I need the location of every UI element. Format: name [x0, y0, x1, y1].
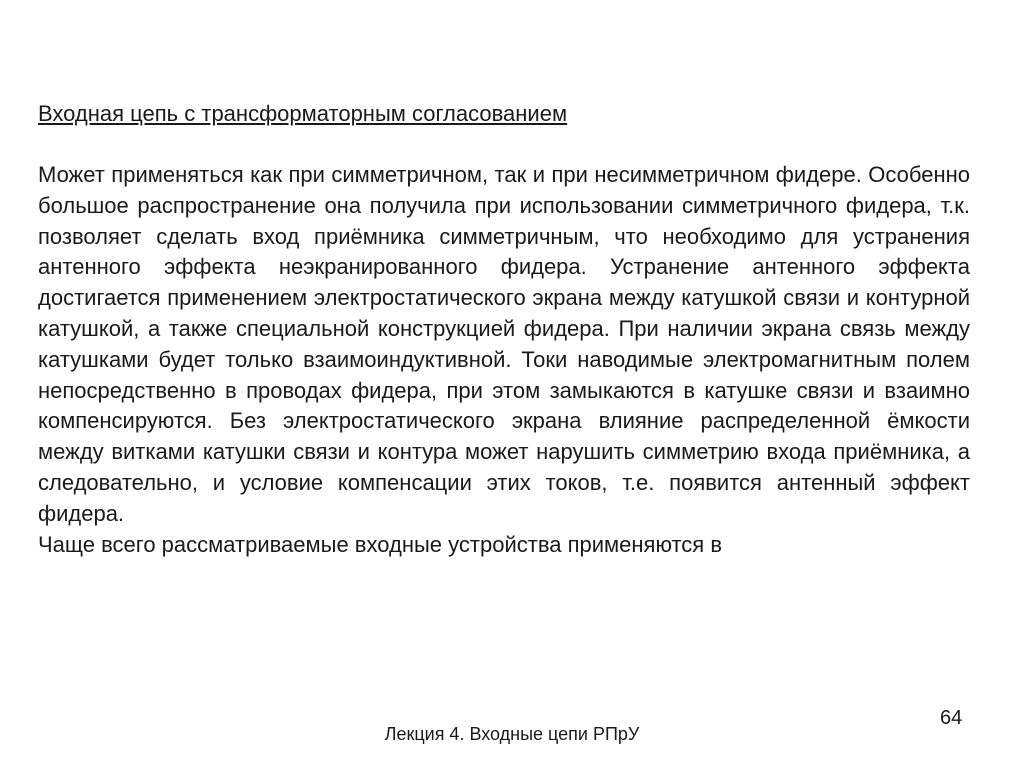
page-number: 64: [940, 707, 963, 729]
body-paragraph-main: Может применяться как при симметричном, так и при несимметричном фидере. Особенно большое распространение она получила при использовании симметричного фидера, т.к. позволяет сделать вход приёмника симметричным, что необходимо для устранения антенного эффекта неэкранированного фидера. Устранение антенного эффекта достигается применением электростатического экрана между катушкой связи и контурной катушкой, а также специальной конструкцией фидера. При наличии экрана связь между катушками будет только взаимоиндуктивной. Токи наводимые электромагнитным полем непосредственно в проводах фидера, при этом замыкаются в катушке связи и взаимно компенсируются. Без электростатического экрана влияние распределенной ёмкости между витками катушки связи и контура может нарушить симметрию входа приёмника, а следовательно, и условие компенсации этих токов, т.е. появится антенный эффект фидера.: [38, 162, 970, 526]
slide-footer: Лекция 4. Входные цепи РПрУ: [384, 724, 640, 744]
slide-body: [38, 160, 970, 560]
slide-title: Входная цепь с трансформаторным согласованием: [38, 101, 568, 126]
body-paragraph-continuation: Чаще всего рассматриваемые входные устройства применяются в: [38, 531, 723, 557]
